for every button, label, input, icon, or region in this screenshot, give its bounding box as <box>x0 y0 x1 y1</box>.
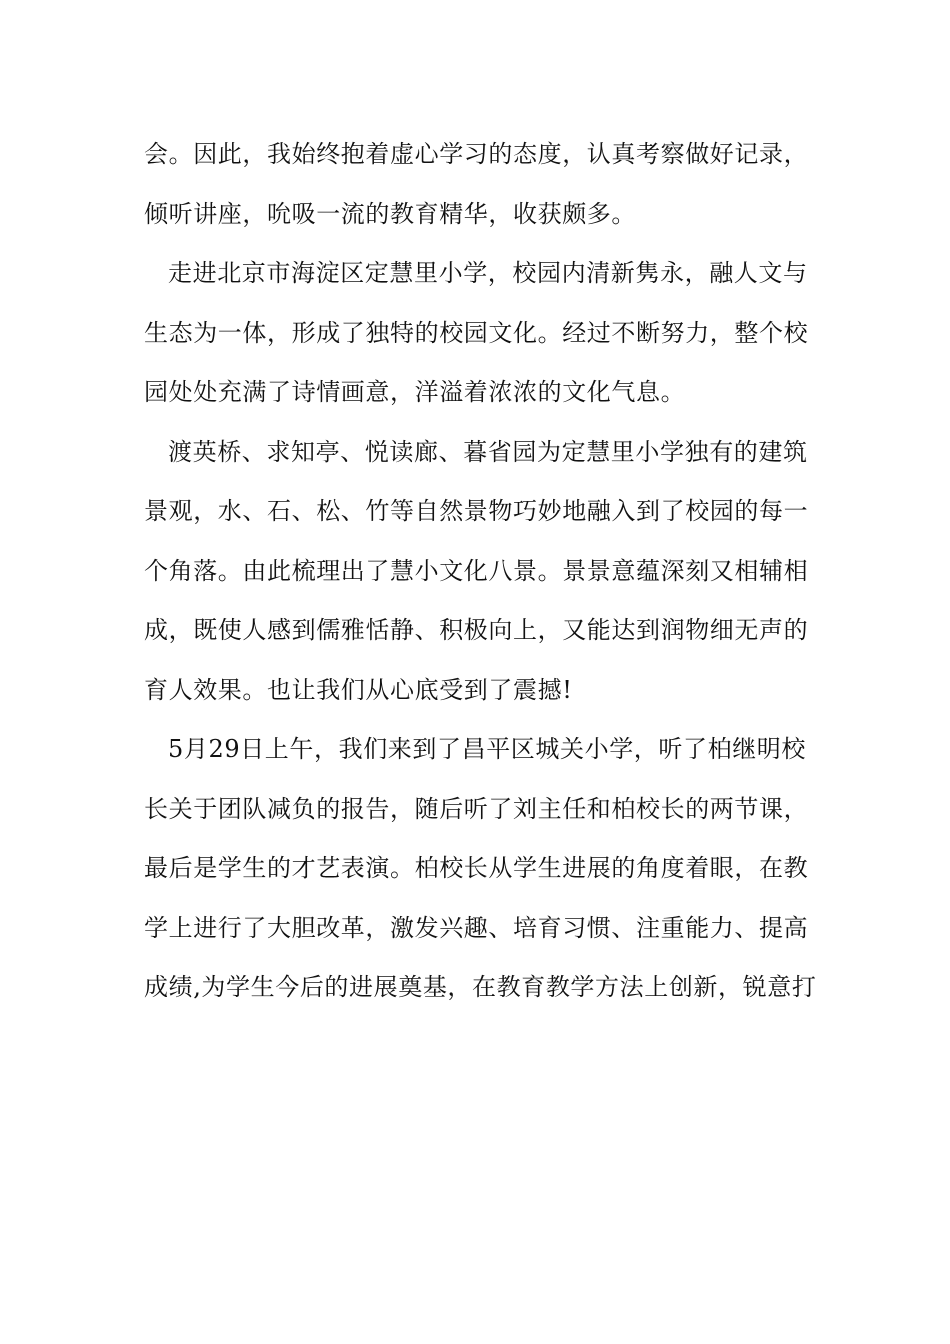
text-line: 最后是学生的才艺表演。柏校长从学生进展的角度着眼，在教 <box>144 854 809 882</box>
document-body <box>144 132 817 1025</box>
text-line: 景观，水、石、松、竹等自然景物巧妙地融入到了校园的每一 <box>144 497 809 525</box>
text-line: 育人效果。也让我们从心底受到了震撼! <box>144 675 573 704</box>
text-line: 个角落。由此梳理出了慧小文化八景。景景意蕴深刻又相辅相 <box>144 556 809 585</box>
paragraph-start-line: 渡英桥、求知亭、悦读廊、暮省园为定慧里小学独有的建筑 <box>168 437 808 466</box>
text-line: 生态为一体，形成了独特的校园文化。经过不断努力，整个校 <box>144 318 809 347</box>
text-line: 成绩,为学生今后的进展奠基，在教育教学方法上创新，锐意打 <box>144 973 817 1001</box>
text-line: 倾听讲座，吮吸一流的教育精华，收获颇多。 <box>144 199 636 228</box>
text-line: 学上进行了大胆改革，激发兴趣、培育习惯、注重能力、提高 <box>144 913 809 942</box>
text-line: 会。因此，我始终抱着虚心学习的态度，认真考察做好记录， <box>144 140 809 168</box>
text-line: 成，既使人感到儒雅恬静、积极向上，又能达到润物细无声的 <box>144 616 809 644</box>
text-line: 长关于团队减负的报告，随后听了刘主任和柏校长的两节课， <box>144 794 809 823</box>
paragraph-start-line: 5月29日上午，我们来到了昌平区城关小学，听了柏继明校 <box>168 735 807 763</box>
paragraph-start-line: 走进北京市海淀区定慧里小学，校园内清新隽永，融人文与 <box>168 259 808 287</box>
text-line: 园处处充满了诗情画意，洋溢着浓浓的文化气息。 <box>144 378 686 406</box>
